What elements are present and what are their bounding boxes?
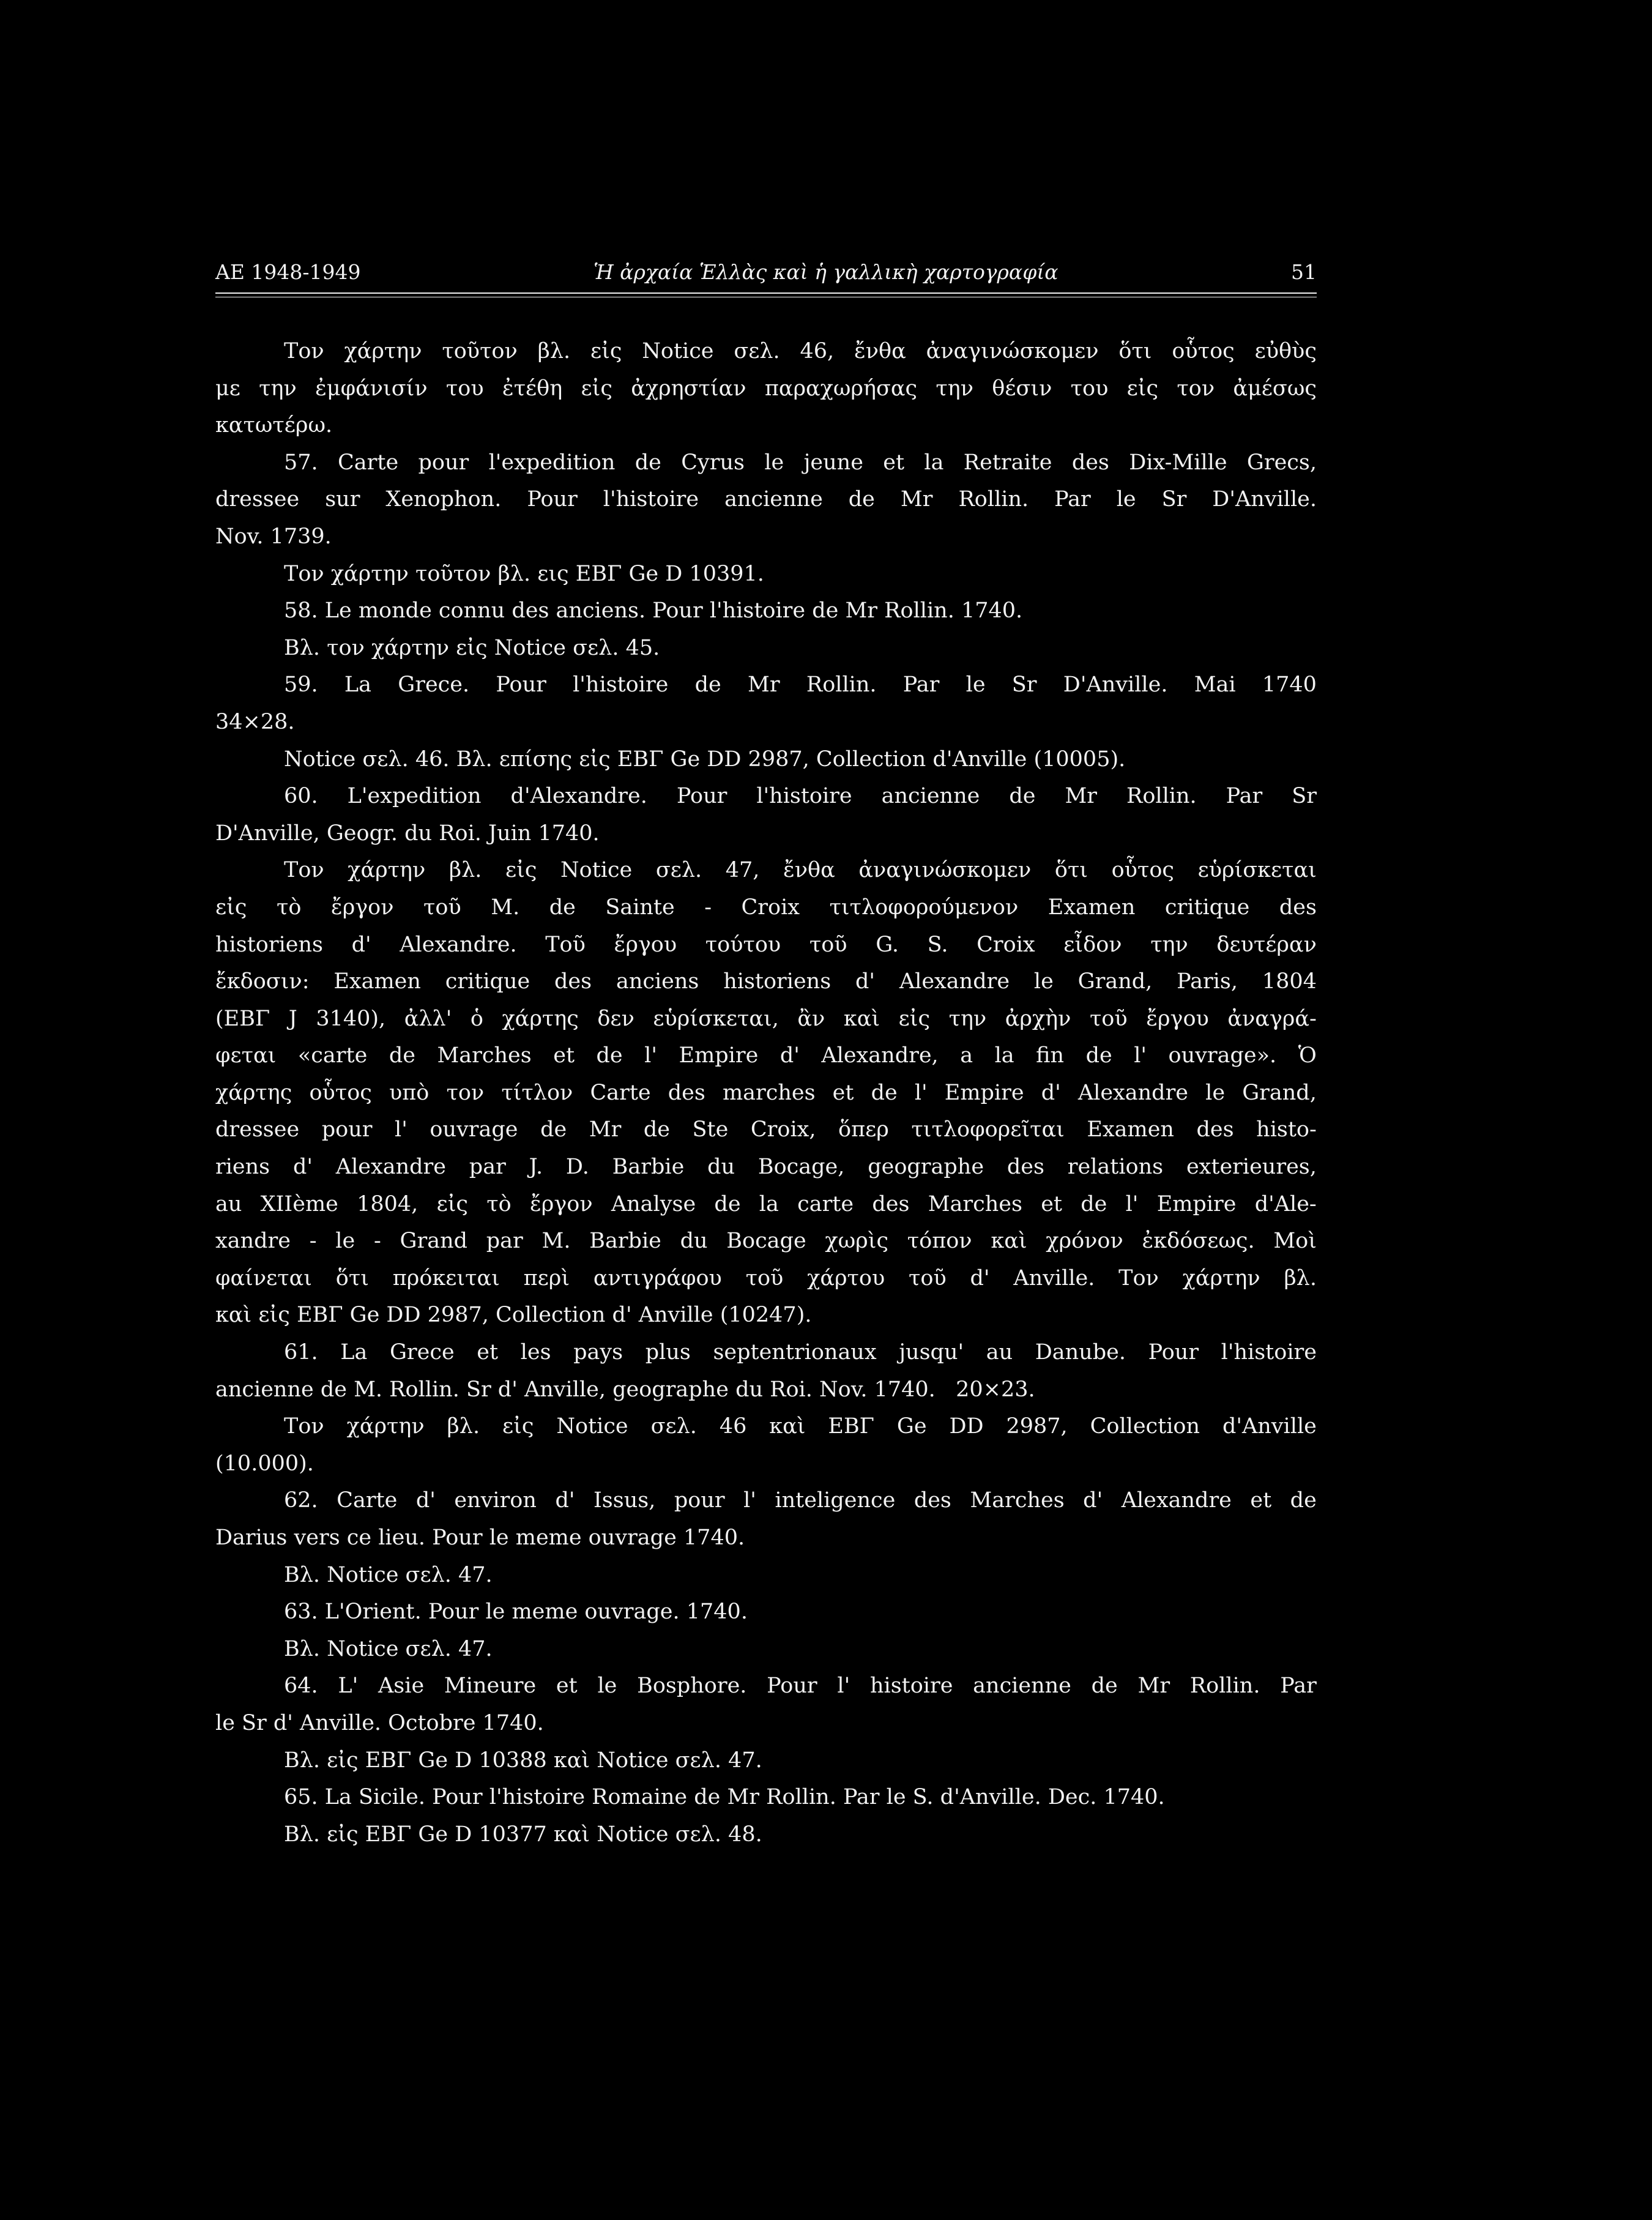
text-line: Τον χάρτην βλ. εἰς Notice σελ. 46 καὶ ΕΒΓ Ge DD 2987, Collection d'Anville [284, 1414, 1317, 1439]
text-line: dressee pour l' ouvrage de Mr de Ste Croix, ὅπερ τιτλοφορεῖται Examen des histo- [215, 1117, 1317, 1142]
text-line: 60. L'expedition d'Alexandre. Pour l'histoire ancienne de Mr Rollin. Par Sr [284, 784, 1317, 809]
text-line: ἔκδοσιν: Examen critique des anciens historiens d' Alexandre le Grand, Paris, 1804 [215, 969, 1317, 994]
text-line: φεται «carte de Marches et de l' Empire d' Alexandre, a la fin de l' ouvrage». Ὁ [215, 1043, 1317, 1068]
text-line: Βλ. εἰς ΕΒΓ Ge D 10377 καὶ Notice σελ. 48. [284, 1822, 762, 1847]
text-line: Βλ. Notice σελ. 47. [284, 1636, 493, 1661]
journal-reference: ΑΕ 1948-1949 [215, 260, 361, 284]
text-line: au XIIème 1804, εἰς τὸ ἔργον Analyse de la carte des Marches et de l' Empire d'Ale- [215, 1191, 1317, 1216]
text-line: Βλ. εἰς ΕΒΓ Ge D 10388 καὶ Notice σελ. 47. [284, 1748, 762, 1773]
text-line: le Sr d' Anville. Octobre 1740. [215, 1710, 544, 1735]
text-line: Darius vers ce lieu. Pour le meme ouvrage 1740. [215, 1525, 745, 1550]
text-line: Τον χάρτην τοῦτον βλ. εις ΕΒΓ Ge D 10391. [284, 561, 764, 586]
page-number: 51 [1290, 260, 1317, 284]
header-rule-thick [215, 292, 1317, 294]
text-line: χάρτης οὗτος υπὸ τον τίτλον Carte des marches et de l' Empire d' Alexandre le Grand, [215, 1080, 1317, 1105]
body-text [215, 333, 1317, 1853]
text-line: εἰς τὸ ἔργον τοῦ M. de Sainte - Croix τιτλοφορούμενον Examen critique des [215, 895, 1317, 920]
text-line: Βλ. Notice σελ. 47. [284, 1562, 493, 1587]
text-line: 63. L'Orient. Pour le meme ouvrage. 1740. [284, 1600, 748, 1625]
text-line: με την ἐμφάνισίν του ἐτέθη εἰς ἀχρηστίαν παραχωρήσας την θέσιν του εἰς τον ἀμέσως [215, 376, 1317, 401]
text-line: (10.000). [215, 1451, 314, 1476]
text-line: 61. La Grece et les pays plus septentrionaux jusqu' au Danube. Pour l'histoire [284, 1340, 1317, 1365]
text-line: 57. Carte pour l'expedition de Cyrus le jeune et la Retraite des Dix-Mille Grecs, [284, 450, 1317, 475]
text-line: Notice σελ. 46. Βλ. επίσης εἰς ΕΒΓ Ge DD 2987, Collection d'Anville (10005). [284, 747, 1126, 772]
text-line: riens d' Alexandre par J. D. Barbie du Bocage, geographe des relations exterieures, [215, 1155, 1317, 1180]
text-line: D'Anville, Geogr. du Roi. Juin 1740. [215, 821, 600, 846]
text-line: κατωτέρω. [215, 413, 333, 438]
text-line: 64. L' Asie Mineure et le Bosphore. Pour l' histoire ancienne de Mr Rollin. Par [284, 1674, 1317, 1699]
text-line: (ΕΒΓ J 3140), ἀλλ' ὁ χάρτης δεν εὑρίσκεται, ἂν καὶ εἰς την ἀρχὴν τοῦ ἔργου ἀναγρά- [215, 1006, 1317, 1031]
text-line: 34×28. [215, 709, 295, 734]
text-line: Τον χάρτην τοῦτον βλ. εἰς Notice σελ. 46, ἔνθα ἀναγινώσκομεν ὅτι οὗτος εὐθὺς [284, 339, 1317, 363]
running-header [215, 260, 1317, 284]
text-line: xandre - le - Grand par M. Barbie du Bocage χωρὶς τόπον καὶ χρόνον ἐκδόσεως. Μοὶ [215, 1229, 1317, 1254]
text-line: 65. La Sicile. Pour l'histoire Romaine de Mr Rollin. Par le S. d'Anville. Dec. 1740. [284, 1785, 1165, 1810]
running-title: Ἡ ἀρχαία Ἑλλὰς καὶ ἡ γαλλικὴ χαρτογραφία [593, 260, 1059, 284]
text-line: καὶ εἰς ΕΒΓ Ge DD 2987, Collection d' Anville (10247). [215, 1303, 812, 1328]
text-line: φαίνεται ὅτι πρόκειται περὶ αντιγράφου τοῦ χάρτου τοῦ d' Anville. Τον χάρτην βλ. [215, 1265, 1317, 1291]
text-line: ancienne de M. Rollin. Sr d' Anville, geographe du Roi. Nov. 1740. 20×23. [215, 1377, 1035, 1402]
document-page [215, 260, 1317, 1853]
text-line: historiens d' Alexandre. Τοῦ ἔργου τούτου τοῦ G. S. Croix εἶδον την δευτέραν [215, 932, 1317, 957]
text-line: 62. Carte d' environ d' Issus, pour l' inteligence des Marches d' Alexandre et de [284, 1488, 1317, 1513]
text-line: 58. Le monde connu des anciens. Pour l'histoire de Mr Rollin. 1740. [284, 598, 1023, 624]
text-line: dressee sur Xenophon. Pour l'histoire ancienne de Mr Rollin. Par le Sr D'Anville. [215, 487, 1317, 512]
text-line: Τον χάρτην βλ. εἰς Notice σελ. 47, ἔνθα ἀναγινώσκομεν ὅτι οὗτος εὑρίσκεται [284, 858, 1317, 883]
text-line: Nov. 1739. [215, 524, 332, 549]
text-line: Βλ. τον χάρτην εἰς Notice σελ. 45. [284, 635, 660, 660]
text-line: 59. La Grece. Pour l'histoire de Mr Rollin. Par le Sr D'Anville. Mai 1740 [284, 672, 1317, 698]
